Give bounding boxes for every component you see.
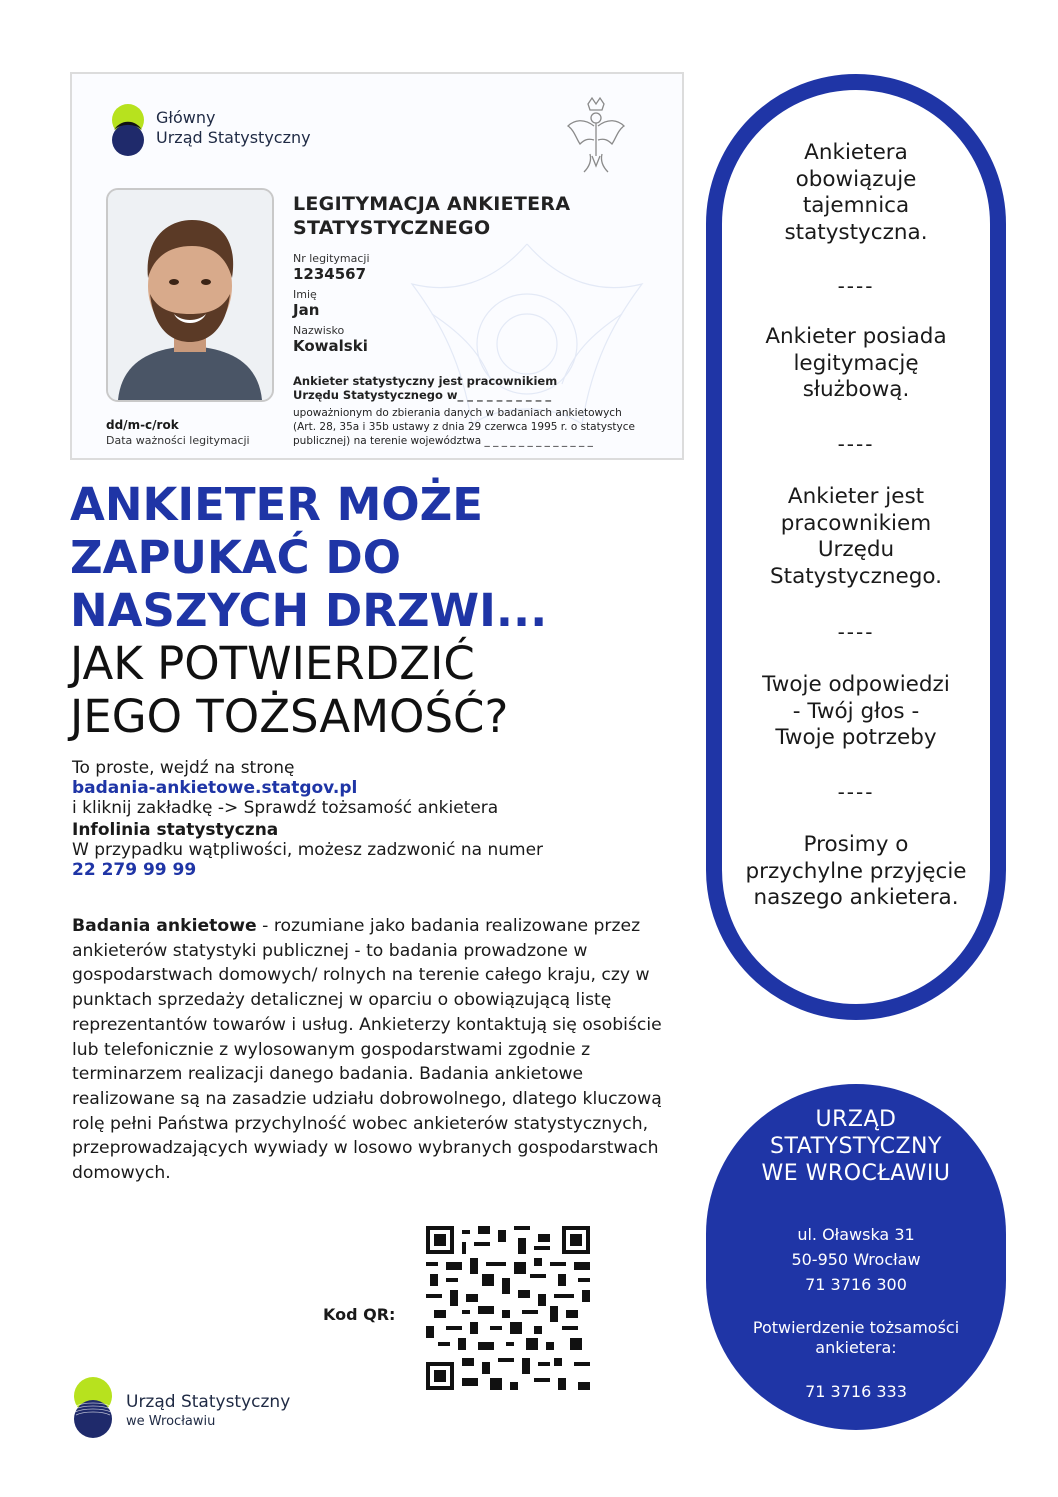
pill-block1-line4: statystyczna. bbox=[784, 219, 928, 245]
bottom-logo-name: Urząd Statystyczny bbox=[126, 1392, 291, 1412]
confirm-line2: ankietera: bbox=[815, 1338, 897, 1357]
survey-description-lead: Badania ankietowe bbox=[72, 916, 257, 936]
pill-block3-line2: pracownikiem bbox=[780, 510, 932, 536]
pill-separator: ---- bbox=[837, 274, 875, 298]
headline bbox=[70, 478, 670, 743]
hotline-title: Infolinia statystyczna bbox=[72, 820, 279, 840]
employee-line1: Ankieter statystyczny jest pracownikiem bbox=[293, 374, 558, 388]
pill-block2-line1: Ankieter posiada bbox=[765, 324, 947, 349]
info-instruction: i kliknij zakładkę -> Sprawdź tożsamość ankietera bbox=[72, 798, 499, 818]
pill-block1-line2: obowiązuje bbox=[795, 166, 917, 192]
info-intro: To proste, wejdź na stronę bbox=[72, 758, 295, 778]
id-card bbox=[70, 72, 684, 460]
office-name-line1: URZĄD bbox=[815, 1107, 897, 1132]
pill-separator: ---- bbox=[837, 620, 875, 644]
authorized-line3: publicznej) na terenie województwa _ _ _ _ _ _ _ _ _ _ _ _ _ bbox=[293, 435, 593, 447]
pill-block3-line3: Urzędu bbox=[817, 537, 895, 562]
pill-block4-line1: Twoje odpowiedzi bbox=[762, 672, 950, 697]
office-city: 50-950 Wrocław bbox=[791, 1250, 921, 1269]
website-link[interactable]: badania-ankietowe.statgov.pl bbox=[72, 778, 358, 798]
authorized-line1: upoważnionym do zbierania danych w badaniach ankietowych bbox=[293, 407, 622, 419]
pill-block-request bbox=[720, 832, 992, 912]
confirm-line1: Potwierdzenie tożsamości bbox=[752, 1318, 960, 1337]
pill-block4-line2: - Twój głos - bbox=[792, 698, 920, 724]
pill-block1-line1: Ankietera bbox=[804, 140, 908, 165]
office-phone[interactable]: 71 3716 300 bbox=[805, 1275, 907, 1294]
hotline-number[interactable]: 22 279 99 99 bbox=[72, 860, 197, 880]
pill-separator: ---- bbox=[837, 780, 875, 804]
office-name-line3: WE WROCŁAWIU bbox=[761, 1161, 951, 1186]
imie-label: Imię bbox=[293, 288, 317, 301]
pill-block4-line3: Twoje potrzeby bbox=[775, 725, 937, 750]
pill-block3-line1: Ankieter jest bbox=[787, 484, 925, 509]
nazwisko-value: Kowalski bbox=[293, 337, 368, 355]
office-street: ul. Oławska 31 bbox=[797, 1225, 915, 1244]
gus-logo-icon bbox=[106, 102, 150, 158]
nazwisko-label: Nazwisko bbox=[293, 324, 345, 337]
headline-line4: JAK POTWIERDZIĆ bbox=[70, 637, 475, 690]
authorized-line2: (Art. 28, 35a i 35b ustawy z dnia 29 czerwca 1995 r. o statystyce bbox=[293, 421, 635, 433]
office-name bbox=[706, 1106, 1006, 1187]
ankieter-photo bbox=[106, 188, 274, 402]
confirm-phone[interactable]: 71 3716 333 bbox=[805, 1382, 907, 1401]
pill-block5-line3: naszego ankietera. bbox=[753, 885, 959, 910]
imie-value: Jan bbox=[293, 301, 320, 319]
headline-line3: NASZYCH DRZWI... bbox=[70, 584, 548, 637]
nr-value: 1234567 bbox=[293, 265, 367, 283]
pill-block2-line2: legitymację bbox=[793, 350, 919, 376]
qr-label: Kod QR: bbox=[323, 1305, 396, 1324]
office-address bbox=[706, 1222, 1006, 1297]
validity-date: dd/m-c/rok bbox=[106, 418, 179, 432]
card-title-line1: LEGITYMACJA ANKIETERA bbox=[293, 193, 571, 215]
employee-line2: Urzędu Statystycznego w_ _ _ _ _ _ _ _ _ _ bbox=[293, 388, 552, 402]
pill-block-employee bbox=[720, 484, 992, 590]
pill-block2-line3: służbową. bbox=[802, 377, 910, 402]
nr-label: Nr legitymacji bbox=[293, 252, 370, 265]
pill-block5-line2: przychylne przyjęcie bbox=[745, 858, 967, 884]
office-name-line2: STATYSTYCZNY bbox=[770, 1134, 942, 1159]
hotline-text: W przypadku wątpliwości, możesz zadzwonić na numer bbox=[72, 840, 544, 860]
confirm-identity bbox=[706, 1318, 1006, 1358]
card-title-line2: STATYSTYCZNEGO bbox=[293, 217, 491, 239]
gus-name bbox=[156, 108, 311, 148]
org-line1: Główny bbox=[156, 108, 216, 127]
survey-description-body: - rozumiane jako badania realizowane przez ankieterów statystyki publicznej - to badania prowadzone w gospodarstwach domowych/ rolnych na terenie całego kraju, czy w punktach sprzedaży detalicznej w oparciu o obowiązującą listę reprezentantów towarów i usług. Ankieterzy kontaktują się osobiście lub telefonicznie z wylosowanym gospodarstwami zgodnie z terminarzem realizacji danego badania. Badania ankietowe realizowane są na zasadzie udziału dobrowolnego, dlatego kluczową rolę pełni Państwa przychylność wobec ankieterów statystycznych, przeprowadzających wywiady w losowo wybranych gospodarstwach domowych. bbox=[72, 916, 662, 1184]
pill-separator: ---- bbox=[837, 432, 875, 456]
org-line2: Urząd Statystyczny bbox=[156, 128, 311, 147]
pill-block3-line4: Statystycznego. bbox=[770, 563, 942, 589]
qr-code-icon[interactable] bbox=[426, 1226, 590, 1390]
card-title bbox=[293, 192, 570, 240]
survey-description bbox=[72, 914, 684, 1186]
headline-line1: ANKIETER MOŻE bbox=[70, 478, 483, 531]
us-wroclaw-logo-icon bbox=[70, 1376, 116, 1440]
pill-block5-line1: Prosimy o bbox=[803, 832, 909, 857]
validity-date-label: Data ważności legitymacji bbox=[106, 434, 250, 447]
pill-block-voice bbox=[720, 672, 992, 752]
pill-block-id bbox=[720, 324, 992, 404]
headline-line2: ZAPUKAĆ DO bbox=[70, 531, 401, 584]
pill-block1-line3: tajemnica bbox=[802, 193, 910, 218]
person-portrait-icon bbox=[108, 190, 272, 400]
pill-block-secrecy bbox=[720, 140, 992, 246]
verification-info bbox=[72, 758, 692, 880]
eagle-emblem-icon bbox=[566, 96, 626, 174]
bottom-logo-sub: we Wrocławiu bbox=[126, 1414, 216, 1429]
headline-line5: JEGO TOŻSAMOŚĆ? bbox=[70, 690, 509, 743]
